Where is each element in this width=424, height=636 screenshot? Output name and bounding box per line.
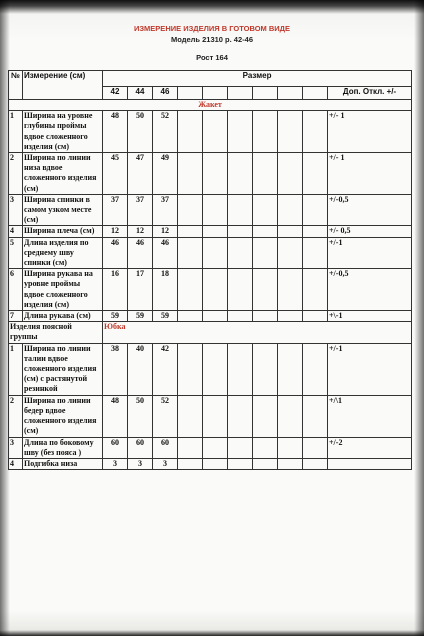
row-number: 7 [9,311,23,322]
empty-cell [203,226,228,237]
size-value: 37 [103,194,128,226]
empty-cell [203,437,228,458]
empty-cell [278,311,303,322]
empty-size-cell [303,87,328,100]
model-label: Модель 21310 р. 42-46 [171,35,253,44]
size-value: 60 [103,437,128,458]
size-value: 59 [103,311,128,322]
empty-cell [303,237,328,269]
size-value: 50 [128,111,153,153]
tolerance-value: +/-0,5 [328,194,412,226]
col-header-tolerance: Доп. Откл. +/- [328,87,412,100]
empty-cell [253,226,278,237]
empty-cell [278,395,303,437]
section-label: Жакет [9,100,412,111]
size-value: 52 [153,395,178,437]
size-value: 12 [153,226,178,237]
size-header: 46 [153,87,178,100]
col-header-size: Размер [103,71,412,87]
empty-cell [228,237,253,269]
table-row [9,194,412,226]
row-number: 1 [9,343,23,395]
size-value: 12 [128,226,153,237]
empty-cell [303,111,328,153]
measure-name: Подгибка низа [23,458,103,469]
tolerance-value: +/- 0,5 [328,226,412,237]
section-label: Юбка [103,322,412,343]
row-number: 4 [9,226,23,237]
tolerance-value: +/-1 [328,237,412,269]
size-value: 59 [128,311,153,322]
empty-size-cell [278,87,303,100]
empty-cell [278,458,303,469]
empty-cell [278,237,303,269]
measure-name: Длина рукава (см) [23,311,103,322]
size-value: 37 [153,194,178,226]
empty-cell [303,343,328,395]
size-value: 3 [153,458,178,469]
empty-cell [303,269,328,311]
empty-size-cell [203,87,228,100]
size-value: 48 [103,111,128,153]
col-header-no: № [9,71,23,100]
table-row [9,395,412,437]
empty-cell [228,153,253,195]
size-value: 48 [103,395,128,437]
size-value: 3 [103,458,128,469]
table-row [9,111,412,153]
table-row [9,226,412,237]
empty-cell [228,226,253,237]
section-prefix: Изделия поясной группы [9,322,103,343]
empty-cell [178,311,203,322]
empty-cell [228,194,253,226]
empty-cell [178,343,203,395]
empty-cell [253,343,278,395]
empty-cell [178,395,203,437]
empty-cell [178,437,203,458]
row-number: 2 [9,153,23,195]
row-number: 6 [9,269,23,311]
measure-name: Длина изделия по среднему шву спинки (см) [23,237,103,269]
tolerance-value: +/- 1 [328,153,412,195]
size-header: 44 [128,87,153,100]
empty-cell [178,194,203,226]
empty-cell [253,111,278,153]
empty-cell [203,458,228,469]
empty-cell [203,111,228,153]
row-number: 2 [9,395,23,437]
measure-name: Ширина по линии низа вдвое сложенного изделия (см) [23,153,103,195]
measure-name: Ширина по линии талии вдвое сложенного изделия (см) с растянутой резинкой [23,343,103,395]
measure-name: Длина по боковому шву (без пояса ) [23,437,103,458]
header-row [9,71,412,87]
tolerance-value: +/-2 [328,437,412,458]
empty-cell [178,458,203,469]
empty-cell [278,226,303,237]
empty-cell [303,311,328,322]
empty-cell [278,269,303,311]
empty-cell [228,111,253,153]
empty-cell [228,269,253,311]
empty-cell [303,194,328,226]
empty-cell [203,269,228,311]
table-row [9,458,412,469]
document-title: ИЗМЕРЕНИЕ ИЗДЕЛИЯ В ГОТОВОМ ВИДЕ [133,24,291,33]
measure-name: Ширина спинки в самом узком месте (см) [23,194,103,226]
empty-cell [178,269,203,311]
height-label: Рост 164 [196,53,228,62]
empty-cell [278,437,303,458]
empty-cell [303,226,328,237]
empty-cell [253,458,278,469]
empty-cell [228,395,253,437]
size-value: 12 [103,226,128,237]
empty-cell [228,437,253,458]
size-value: 46 [103,237,128,269]
size-value: 37 [128,194,153,226]
empty-size-cell [228,87,253,100]
measure-name: Ширина плеча (см) [23,226,103,237]
tolerance-value: +/\1 [328,395,412,437]
empty-size-cell [178,87,203,100]
empty-size-cell [253,87,278,100]
empty-cell [303,437,328,458]
measure-name: Ширина на уровне глубины проймы вдвое сложенного изделия (см) [23,111,103,153]
size-value: 60 [153,437,178,458]
empty-cell [228,343,253,395]
empty-cell [178,226,203,237]
section-row [9,322,412,343]
size-value: 38 [103,343,128,395]
empty-cell [253,311,278,322]
table-row [9,311,412,322]
size-value: 47 [128,153,153,195]
row-number: 3 [9,437,23,458]
row-number: 3 [9,194,23,226]
empty-cell [178,237,203,269]
empty-cell [278,194,303,226]
empty-cell [278,153,303,195]
empty-cell [203,153,228,195]
size-value: 60 [128,437,153,458]
size-value: 3 [128,458,153,469]
tolerance-value: +/-0,5 [328,269,412,311]
empty-cell [303,153,328,195]
row-number: 1 [9,111,23,153]
size-value: 46 [128,237,153,269]
empty-cell [203,311,228,322]
empty-cell [303,458,328,469]
empty-cell [303,395,328,437]
table-row [9,237,412,269]
size-value: 45 [103,153,128,195]
table-row [9,269,412,311]
empty-cell [253,269,278,311]
size-value: 49 [153,153,178,195]
empty-cell [203,237,228,269]
row-number: 5 [9,237,23,269]
empty-cell [178,153,203,195]
size-header: 42 [103,87,128,100]
empty-cell [253,237,278,269]
tolerance-value: +/-1 [328,343,412,395]
empty-cell [253,395,278,437]
empty-cell [178,111,203,153]
size-value: 59 [153,311,178,322]
empty-cell [278,111,303,153]
row-number: 4 [9,458,23,469]
size-value: 16 [103,269,128,311]
measurement-table [8,70,412,470]
size-value: 42 [153,343,178,395]
col-header-measure: Измерение (см) [23,71,103,100]
size-value: 17 [128,269,153,311]
empty-cell [278,343,303,395]
tolerance-value [328,458,412,469]
tolerance-value: +/- 1 [328,111,412,153]
size-value: 40 [128,343,153,395]
table-row [9,437,412,458]
empty-cell [203,343,228,395]
size-value: 50 [128,395,153,437]
size-value: 52 [153,111,178,153]
size-value: 18 [153,269,178,311]
table-row [9,153,412,195]
empty-cell [253,194,278,226]
empty-cell [228,458,253,469]
measure-name: Ширина по линии бедер вдвое сложенного изделия (см) [23,395,103,437]
section-row [9,100,412,111]
size-value: 46 [153,237,178,269]
empty-cell [203,194,228,226]
empty-cell [228,311,253,322]
empty-cell [253,437,278,458]
empty-cell [253,153,278,195]
tolerance-value: +\-1 [328,311,412,322]
empty-cell [203,395,228,437]
measure-name: Ширина рукава на уровне проймы вдвое сложенного изделия (см) [23,269,103,311]
table-row [9,343,412,395]
